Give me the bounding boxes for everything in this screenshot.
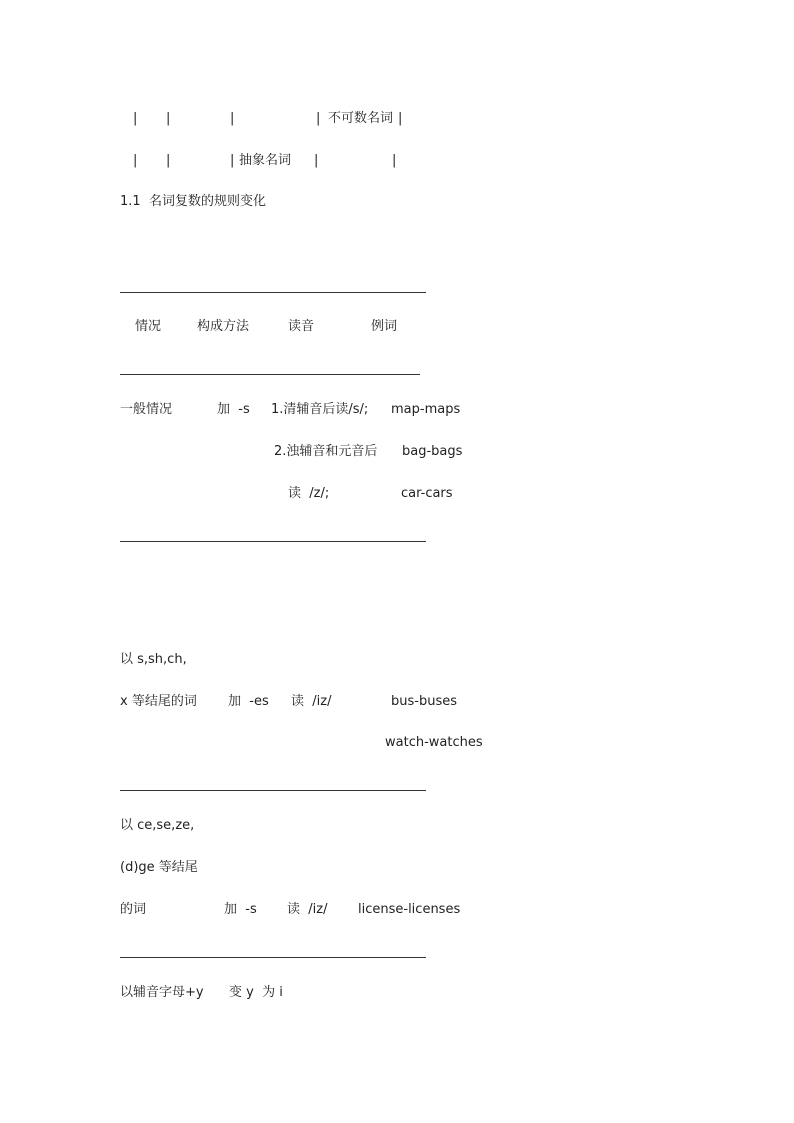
table-border-pipe: | — [133, 111, 138, 126]
table-border-pipe: | — [314, 153, 319, 168]
table-border-pipe: | — [166, 153, 171, 168]
section-title: 1.1 名词复数的规则变化 — [120, 194, 266, 209]
table-rule — [120, 292, 426, 293]
table-border-pipe: | — [166, 111, 171, 126]
table-border-pipe: | — [230, 153, 235, 168]
row3-method: 加 -s — [224, 902, 257, 917]
row4-method: 变 y 为 i — [229, 985, 283, 1000]
row1-situation: 一般情况 — [120, 402, 173, 417]
row1-pronunciation-line: 读 /z/; — [288, 486, 330, 501]
row2-example: watch-watches — [385, 735, 483, 750]
header-situation: 情况 — [135, 319, 162, 334]
row3-situation-line: 以 ce,se,ze, — [120, 818, 195, 833]
table-border-pipe: | — [398, 111, 403, 126]
table-cell-uncountable-noun: 不可数名词 — [328, 111, 394, 126]
row1-pronunciation-line: 2.浊辅音和元音后 — [274, 444, 378, 459]
header-examples: 例词 — [371, 319, 398, 334]
table-cell-abstract-noun: 抽象名词 — [239, 153, 292, 168]
row2-situation-line: 以 s,sh,ch, — [120, 652, 187, 667]
row1-example: car-cars — [401, 486, 453, 501]
table-rule — [120, 790, 426, 791]
table-border-pipe: | — [133, 153, 138, 168]
table-rule — [120, 541, 426, 542]
row3-pronunciation: 读 /iz/ — [287, 902, 328, 917]
row2-method: 加 -es — [228, 694, 269, 709]
table-rule — [120, 374, 420, 375]
row2-pronunciation: 读 /iz/ — [291, 694, 332, 709]
table-rule — [120, 957, 426, 958]
row1-example: bag-bags — [402, 444, 463, 459]
row3-situation-line: 的词 — [120, 902, 147, 917]
table-border-pipe: | — [392, 153, 397, 168]
row2-example: bus-buses — [391, 694, 457, 709]
row2-situation-line: x 等结尾的词 — [120, 694, 197, 709]
row1-method: 加 -s — [217, 402, 250, 417]
header-pronunciation: 读音 — [288, 319, 315, 334]
row1-example: map-maps — [391, 402, 461, 417]
row1-pronunciation-line: 1.清辅音后读/s/; — [271, 402, 369, 417]
table-border-pipe: | — [316, 111, 321, 126]
row3-situation-line: (d)ge 等结尾 — [120, 860, 198, 875]
table-border-pipe: | — [230, 111, 235, 126]
row4-situation: 以辅音字母+y — [120, 985, 204, 1000]
row3-example: license-licenses — [358, 902, 461, 917]
header-method: 构成方法 — [197, 319, 250, 334]
